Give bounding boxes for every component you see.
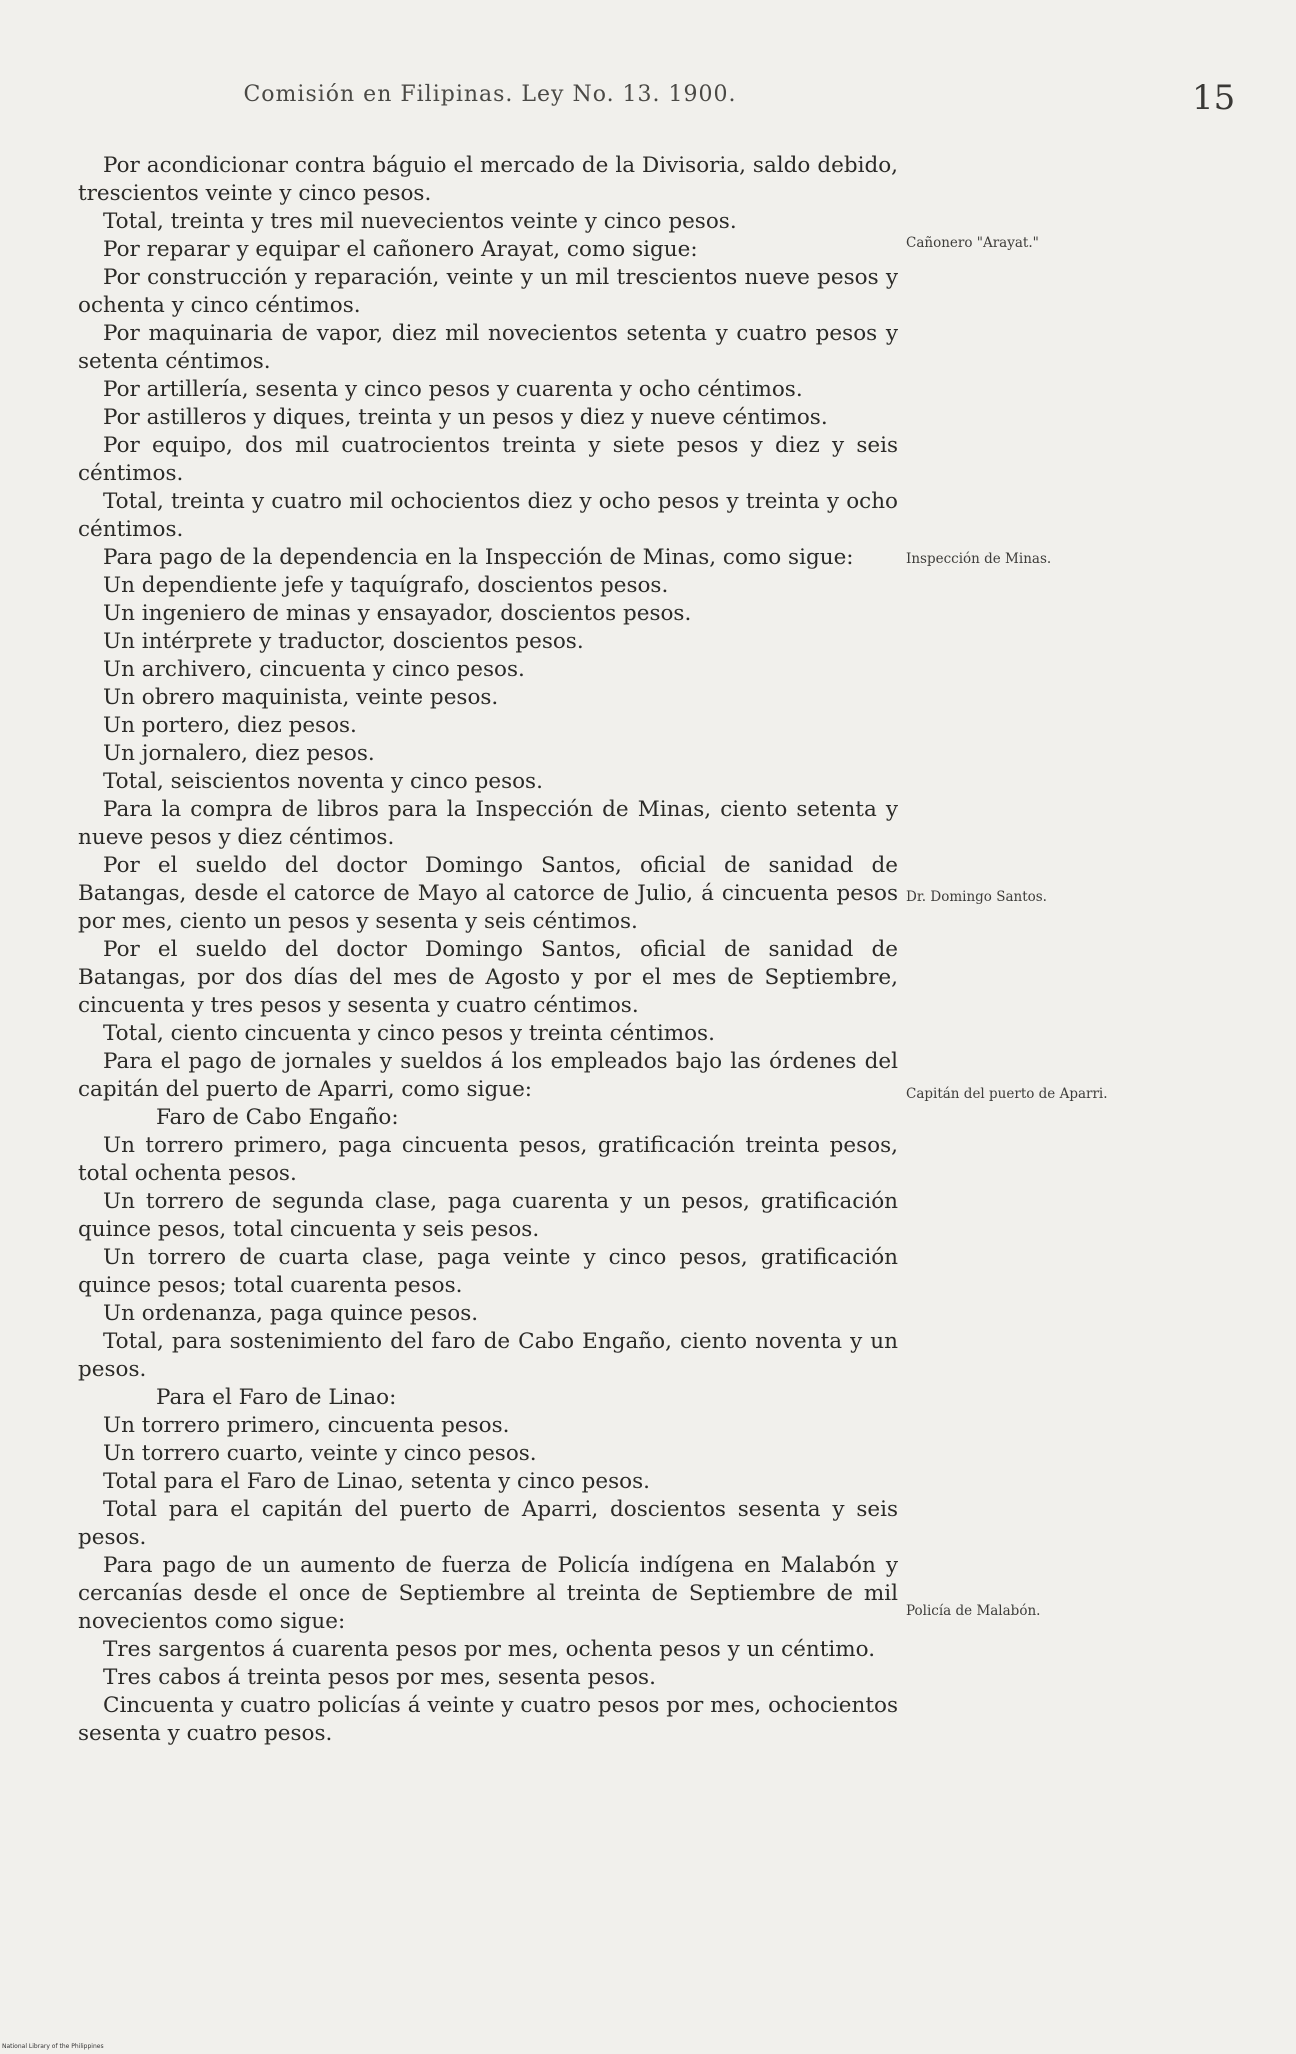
paragraph: Un torrero de cuarta clase, paga veinte y cinco pesos, gratificación quince pesos; total cuarenta pesos. (78, 1245, 898, 1298)
margin-note-malabon: Policía de Malabón. (906, 1603, 1041, 1619)
paragraph: Total, treinta y cuatro mil ochocientos diez y ocho pesos y treinta y ocho céntimos. (78, 489, 898, 542)
paragraph: Un archivero, cincuenta y cinco pesos. (103, 657, 525, 682)
footer-credit: National Library of the Philippines (2, 2043, 104, 2050)
paragraph: Tres cabos á treinta pesos por mes, sesenta pesos. (103, 1665, 656, 1690)
section-heading: Para el Faro de Linao: (156, 1385, 397, 1410)
paragraph: Total, seiscientos noventa y cinco pesos. (103, 769, 543, 794)
paragraph: Total para el capitán del puerto de Aparri, doscientos sesenta y seis pesos. (78, 1497, 898, 1550)
paragraph: Para pago de la dependencia en la Inspección de Minas, como sigue: (103, 545, 854, 570)
paragraph: Por artillería, sesenta y cinco pesos y cuarenta y ocho céntimos. (103, 377, 803, 402)
paragraph: Un torrero de segunda clase, paga cuarenta y un pesos, gratificación quince pesos, total cincuenta y seis pesos. (78, 1189, 898, 1242)
paragraph: Un torrero cuarto, veinte y cinco pesos. (103, 1441, 537, 1466)
running-title: Comisión en Filipinas. Ley No. 13. 1900. (243, 82, 737, 107)
paragraph: Un ordenanza, paga quince pesos. (103, 1301, 479, 1326)
paragraph: Para el pago de jornales y sueldos á los empleados bajo las órdenes del capitán del puerto de Aparri, como sigue: (78, 1049, 898, 1102)
section-heading: Faro de Cabo Engaño: (156, 1105, 399, 1130)
paragraph: Un torrero primero, paga cincuenta pesos, gratificación treinta pesos, total ochenta pesos. (78, 1133, 898, 1186)
paragraph: Total, treinta y tres mil nuevecientos veinte y cinco pesos. (103, 209, 737, 234)
paragraph: Por construcción y reparación, veinte y un mil trescientos nueve pesos y ochenta y cinco céntimos. (78, 265, 898, 318)
paragraph: Tres sargentos á cuarenta pesos por mes, ochenta pesos y un céntimo. (103, 1637, 876, 1662)
paragraph: Por reparar y equipar el cañonero Arayat, como sigue: (103, 237, 698, 262)
paragraph: Para pago de un aumento de fuerza de Policía indígena en Malabón y cercanías desde el once de Septiembre al treinta de Septiembre de mil novecientos como sigue: (78, 1553, 898, 1634)
paragraph: Cincuenta y cuatro policías á veinte y cuatro pesos por mes, ochocientos sesenta y cuatro pesos. (78, 1693, 898, 1746)
body-text (78, 152, 898, 1748)
margin-note-santos: Dr. Domingo Santos. (906, 889, 1047, 905)
paragraph: Por acondicionar contra báguio el mercado de la Divisoria, saldo debido, trescientos veinte y cinco pesos. (78, 153, 898, 206)
paragraph: Un obrero maquinista, veinte pesos. (103, 685, 499, 710)
paragraph: Por astilleros y diques, treinta y un pesos y diez y nueve céntimos. (103, 405, 828, 430)
paragraph: Un ingeniero de minas y ensayador, doscientos pesos. (103, 601, 692, 626)
paragraph: Un dependiente jefe y taquígrafo, doscientos pesos. (103, 573, 669, 598)
paragraph: Un intérprete y traductor, doscientos pesos. (103, 629, 584, 654)
paragraph: Un portero, diez pesos. (103, 713, 357, 738)
paragraph: Total, para sostenimiento del faro de Cabo Engaño, ciento noventa y un pesos. (78, 1329, 898, 1382)
paragraph: Un jornalero, diez pesos. (103, 741, 375, 766)
margin-note-arayat: Cañonero "Arayat." (906, 235, 1039, 251)
paragraph: Por maquinaria de vapor, diez mil novecientos setenta y cuatro pesos y setenta céntimos. (78, 321, 898, 374)
paragraph: Por el sueldo del doctor Domingo Santos, oficial de sanidad de Batangas, desde el catorce de Mayo al catorce de Julio, á cincuenta pesos por mes, ciento un pesos y sesenta y seis céntimos. (78, 853, 898, 934)
margin-note-aparri: Capitán del puerto de Aparri. (906, 1086, 1108, 1102)
paragraph: Total para el Faro de Linao, setenta y cinco pesos. (103, 1469, 650, 1494)
paragraph: Por equipo, dos mil cuatrocientos treinta y siete pesos y diez y seis céntimos. (78, 433, 898, 486)
paragraph: Un torrero primero, cincuenta pesos. (103, 1413, 510, 1438)
margin-note-minas: Inspección de Minas. (906, 551, 1052, 567)
paragraph: Total, ciento cincuenta y cinco pesos y treinta céntimos. (103, 1021, 715, 1046)
page-number: 15 (1192, 78, 1236, 118)
paragraph: Para la compra de libros para la Inspección de Minas, ciento setenta y nueve pesos y diez céntimos. (78, 797, 898, 850)
paragraph: Por el sueldo del doctor Domingo Santos, oficial de sanidad de Batangas, por dos días del mes de Agosto y por el mes de Septiembre, cincuenta y tres pesos y sesenta y cuatro céntimos. (78, 937, 898, 1018)
